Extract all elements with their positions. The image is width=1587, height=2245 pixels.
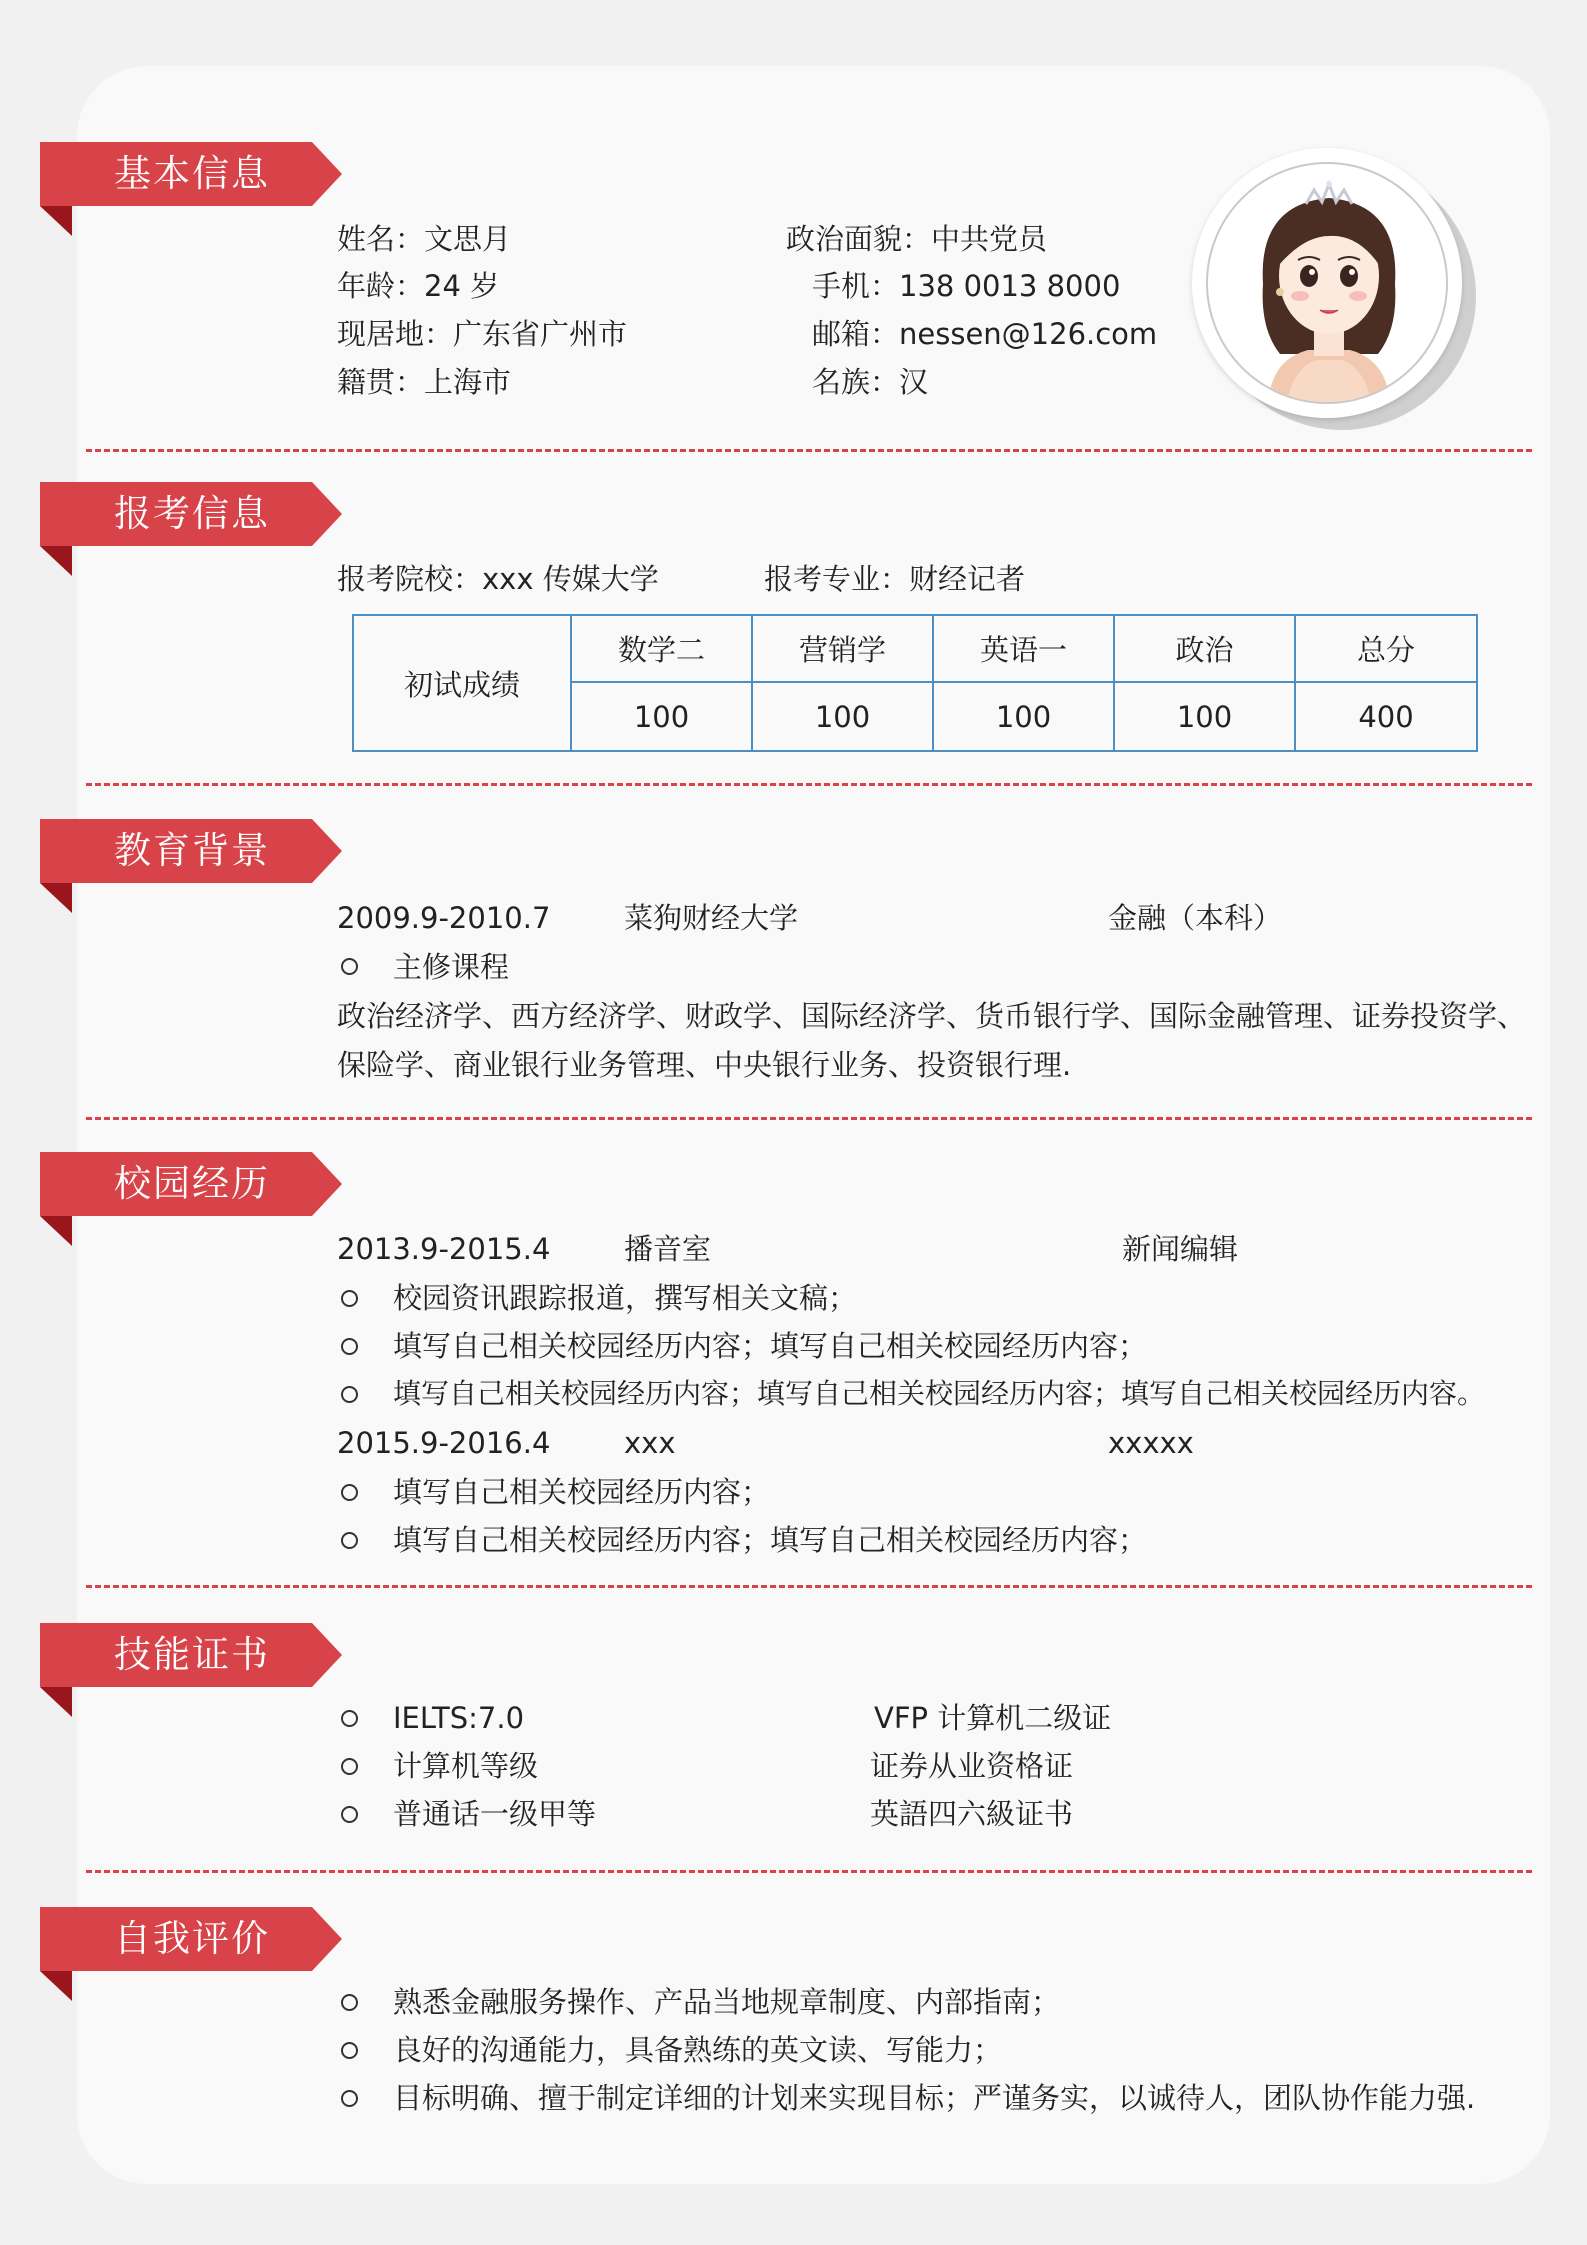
education-period: 2009.9-2010.7 xyxy=(337,901,551,935)
bullet-icon xyxy=(341,1338,358,1355)
section-title-apply: 报考信息 xyxy=(114,492,270,535)
basic-residence: 现居地：广东省广州市 xyxy=(337,317,628,351)
section-banner-campus xyxy=(40,1152,342,1216)
section-title-basic: 基本信息 xyxy=(114,152,270,195)
section-title-self: 自我评价 xyxy=(114,1917,270,1960)
avatar xyxy=(1192,148,1462,418)
self-item: 良好的沟通能力，具备熟练的英文读、写能力； xyxy=(393,2033,1003,2067)
score-value-cell: 100 xyxy=(633,699,690,734)
section-divider xyxy=(86,1870,1532,1873)
skill-right: 证券从业资格证 xyxy=(870,1749,1074,1783)
section-divider xyxy=(86,1117,1532,1120)
skill-left: 普通话一级甲等 xyxy=(393,1797,597,1831)
apply-school: 报考院校：xxx 传媒大学 xyxy=(337,562,659,596)
section-banner-skills xyxy=(40,1623,342,1687)
bullet-icon xyxy=(341,1710,358,1727)
section-banner-self xyxy=(40,1907,342,1971)
section-title-education: 教育背景 xyxy=(114,829,270,872)
basic-age: 年龄：24 岁 xyxy=(337,269,500,303)
basic-politics: 政治面貌：中共党员 xyxy=(786,222,1048,256)
campus-exp1-org: 播音室 xyxy=(624,1232,712,1266)
education-school: 菜狗财经大学 xyxy=(624,901,799,935)
campus-exp2-period: 2015.9-2016.4 xyxy=(337,1426,551,1460)
campus-exp2-role: xxxxx xyxy=(1108,1426,1194,1460)
campus-exp1-role: 新闻编辑 xyxy=(1122,1232,1239,1266)
campus-exp1-item: 填写自己相关校园经历内容；填写自己相关校园经历内容； xyxy=(393,1329,1148,1363)
bullet-icon xyxy=(341,1290,358,1307)
score-row-label: 初试成绩 xyxy=(403,667,520,702)
section-divider xyxy=(86,449,1532,452)
score-value-cell: 100 xyxy=(1176,699,1233,734)
education-degree: 金融（本科） xyxy=(1108,901,1283,935)
score-header-cell: 数学二 xyxy=(617,633,705,667)
education-course-title: 主修课程 xyxy=(393,950,510,984)
campus-exp1-item: 校园资讯跟踪报道，撰写相关文稿； xyxy=(393,1281,858,1315)
score-header-cell: 英语一 xyxy=(979,633,1067,667)
section-title-campus: 校园经历 xyxy=(114,1162,270,1205)
campus-exp2-org: xxx xyxy=(624,1426,676,1460)
education-courses-line2: 保险学、商业银行业务管理、中央银行业务、投资银行理. xyxy=(337,1048,1072,1082)
campus-exp2-item: 填写自己相关校园经历内容； xyxy=(393,1475,771,1509)
bullet-icon xyxy=(341,1994,358,2011)
basic-name: 姓名：文思月 xyxy=(337,222,512,256)
self-item: 熟悉金融服务操作、产品当地规章制度、内部指南； xyxy=(393,1985,1061,2019)
score-value-cell: 100 xyxy=(995,699,1052,734)
score-table xyxy=(352,614,1478,752)
bullet-icon xyxy=(341,2090,358,2107)
basic-phone: 手机：138 0013 8000 xyxy=(812,269,1121,303)
basic-email: 邮箱：nessen@126.com xyxy=(812,317,1158,351)
bullet-icon xyxy=(341,1386,358,1403)
bullet-icon xyxy=(341,1484,358,1501)
skill-right: VFP 计算机二级证 xyxy=(874,1701,1112,1735)
basic-ethnicity: 名族：汉 xyxy=(812,365,929,399)
avatar-illustration-icon xyxy=(1208,164,1448,404)
score-header-cell: 总分 xyxy=(1356,633,1415,667)
section-banner-education xyxy=(40,819,342,883)
skill-left: IELTS:7.0 xyxy=(393,1701,525,1735)
score-value-cell: 400 xyxy=(1358,699,1414,734)
skill-right: 英語四六級证书 xyxy=(870,1797,1074,1831)
apply-major: 报考专业：财经记者 xyxy=(764,562,1026,596)
skill-left: 计算机等级 xyxy=(393,1749,539,1783)
campus-exp2-item: 填写自己相关校园经历内容；填写自己相关校园经历内容； xyxy=(393,1523,1148,1557)
self-item: 目标明确、擅于制定详细的计划来实现目标；严谨务实，以诚待人，团队协作能力强. xyxy=(393,2081,1476,2115)
section-banner-apply xyxy=(40,482,342,546)
campus-exp1-item: 填写自己相关校园经历内容；填写自己相关校园经历内容；填写自己相关校园经历内容。 xyxy=(393,1377,1486,1410)
section-divider xyxy=(86,1585,1532,1588)
score-header-cell: 政治 xyxy=(1175,633,1234,667)
education-courses-line1: 政治经济学、西方经济学、财政学、国际经济学、货币银行学、国际金融管理、证券投资学、 xyxy=(337,999,1527,1033)
section-title-skills: 技能证书 xyxy=(114,1633,270,1676)
score-value-cell: 100 xyxy=(814,699,871,734)
bullet-icon xyxy=(341,1758,358,1775)
campus-exp1-period: 2013.9-2015.4 xyxy=(337,1232,551,1266)
score-header-cell: 营销学 xyxy=(798,633,886,667)
section-divider xyxy=(86,783,1532,786)
bullet-icon xyxy=(341,958,358,975)
bullet-icon xyxy=(341,1532,358,1549)
bullet-icon xyxy=(341,2042,358,2059)
bullet-icon xyxy=(341,1806,358,1823)
section-banner-basic xyxy=(40,142,342,206)
basic-native: 籍贯：上海市 xyxy=(337,365,512,399)
